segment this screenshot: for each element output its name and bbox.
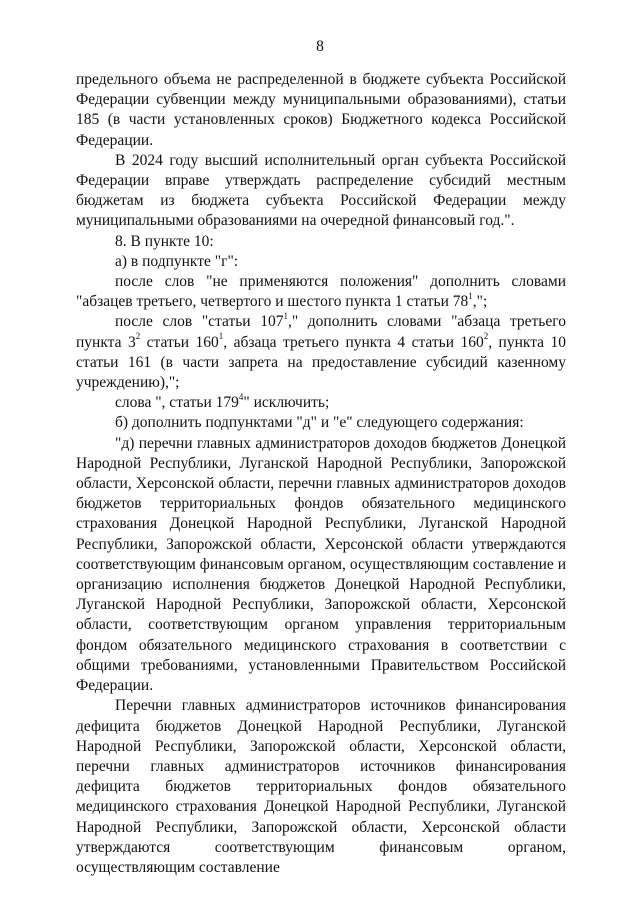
paragraph [76,151,566,232]
paragraph [76,272,566,312]
paragraph-text: В 2024 году высший исполнительный орган субъекта Российской Федерации вправе утверждать распределение субсидий местным бюджетам из бюджета субъекта Российской Федерации между муниципальными образованиями на очередной финансовый год.". [76,151,566,230]
paragraph-text: слова ", статьи 179 [115,394,239,412]
superscript-index: 2 [135,331,141,342]
paragraph [76,696,566,878]
paragraph-text: "д) перечни главных администраторов доходов бюджетов Донецкой Народной Республики, Луганской Народной Республики, Запорожской области, Херсонской области, перечни главных администраторов доходов бюджетов территориальных фондов обязательного медицинского страхования Донецкой Народной Республики, Луганской Народной Республики, Запорожской области, Херсонской области утверждаются соответствующим финансовым органом, осуществляющим составление и организацию исполнения бюджетов Донецкой Народной Республики, Луганской Народной Республики, Запорожской области, Херсонской области, соответствующим органом управления территориальным фондом обязательного медицинского страхования в соответствии с общими требованиями, установленными Правительством Российской Федерации. [76,434,566,695]
superscript-index: 4 [238,392,244,403]
paragraph [76,434,566,697]
paragraph [76,70,566,151]
document-body [76,70,566,878]
paragraph-text: предельного объема не распределенной в бюджете субъекта Российской Федерации субвенции между муниципальными образованиями), статьи 185 (в части установленных сроков) Бюджетного кодекса Российской Федерации. [76,71,566,149]
paragraph-text: ,"; [472,293,488,311]
paragraph-text: после слов "статьи 107 [115,313,284,331]
paragraph [76,413,566,433]
paragraph-text: б) дополнить подпунктами "д" и "е" следующего содержания: [115,414,524,432]
paragraph-text: статьи 160 [140,333,219,351]
paragraph-text: после слов "не применяются положения" дополнить словами "абзацев третьего, четвертого и шестого пункта 1 статьи 78 [76,273,566,311]
paragraph [76,312,566,393]
paragraph-text: " исключить; [243,394,330,412]
paragraph-text: , пункта 10 статьи 161 (в части запрета на предоставление субсидий казенному учреждению),"; [76,333,566,392]
paragraph-text: 8. В пункте 10: [115,232,214,250]
superscript-index: 1 [218,331,224,342]
paragraph [76,252,566,272]
paragraph [76,232,566,252]
paragraph-text: Перечни главных администраторов источников финансирования дефицита бюджетов Донецкой Народной Республики, Луганской Народной Республики, Запорожской области, Херсонской области, перечни главных администраторов источников финансирования дефицита бюджетов территориальных фондов обязательного медицинского страхования Донецкой Народной Республики, Луганской Народной Республики, Запорожской области, Херсонской области утверждаются соответствующим финансовым органом, осуществляющим составление [76,697,566,876]
paragraph [76,393,566,413]
superscript-index: 1 [283,311,288,322]
superscript-index: 1 [468,291,473,302]
superscript-index: 2 [483,331,489,342]
paragraph-text: а) в подпункте "г": [115,252,239,270]
paragraph-text: , абзаца третьего пункта 4 статьи 160 [223,333,484,351]
paragraph-text: ," дополнить словами "абзаца третьего пункта 3 [76,313,566,351]
page-number: 8 [316,38,324,55]
